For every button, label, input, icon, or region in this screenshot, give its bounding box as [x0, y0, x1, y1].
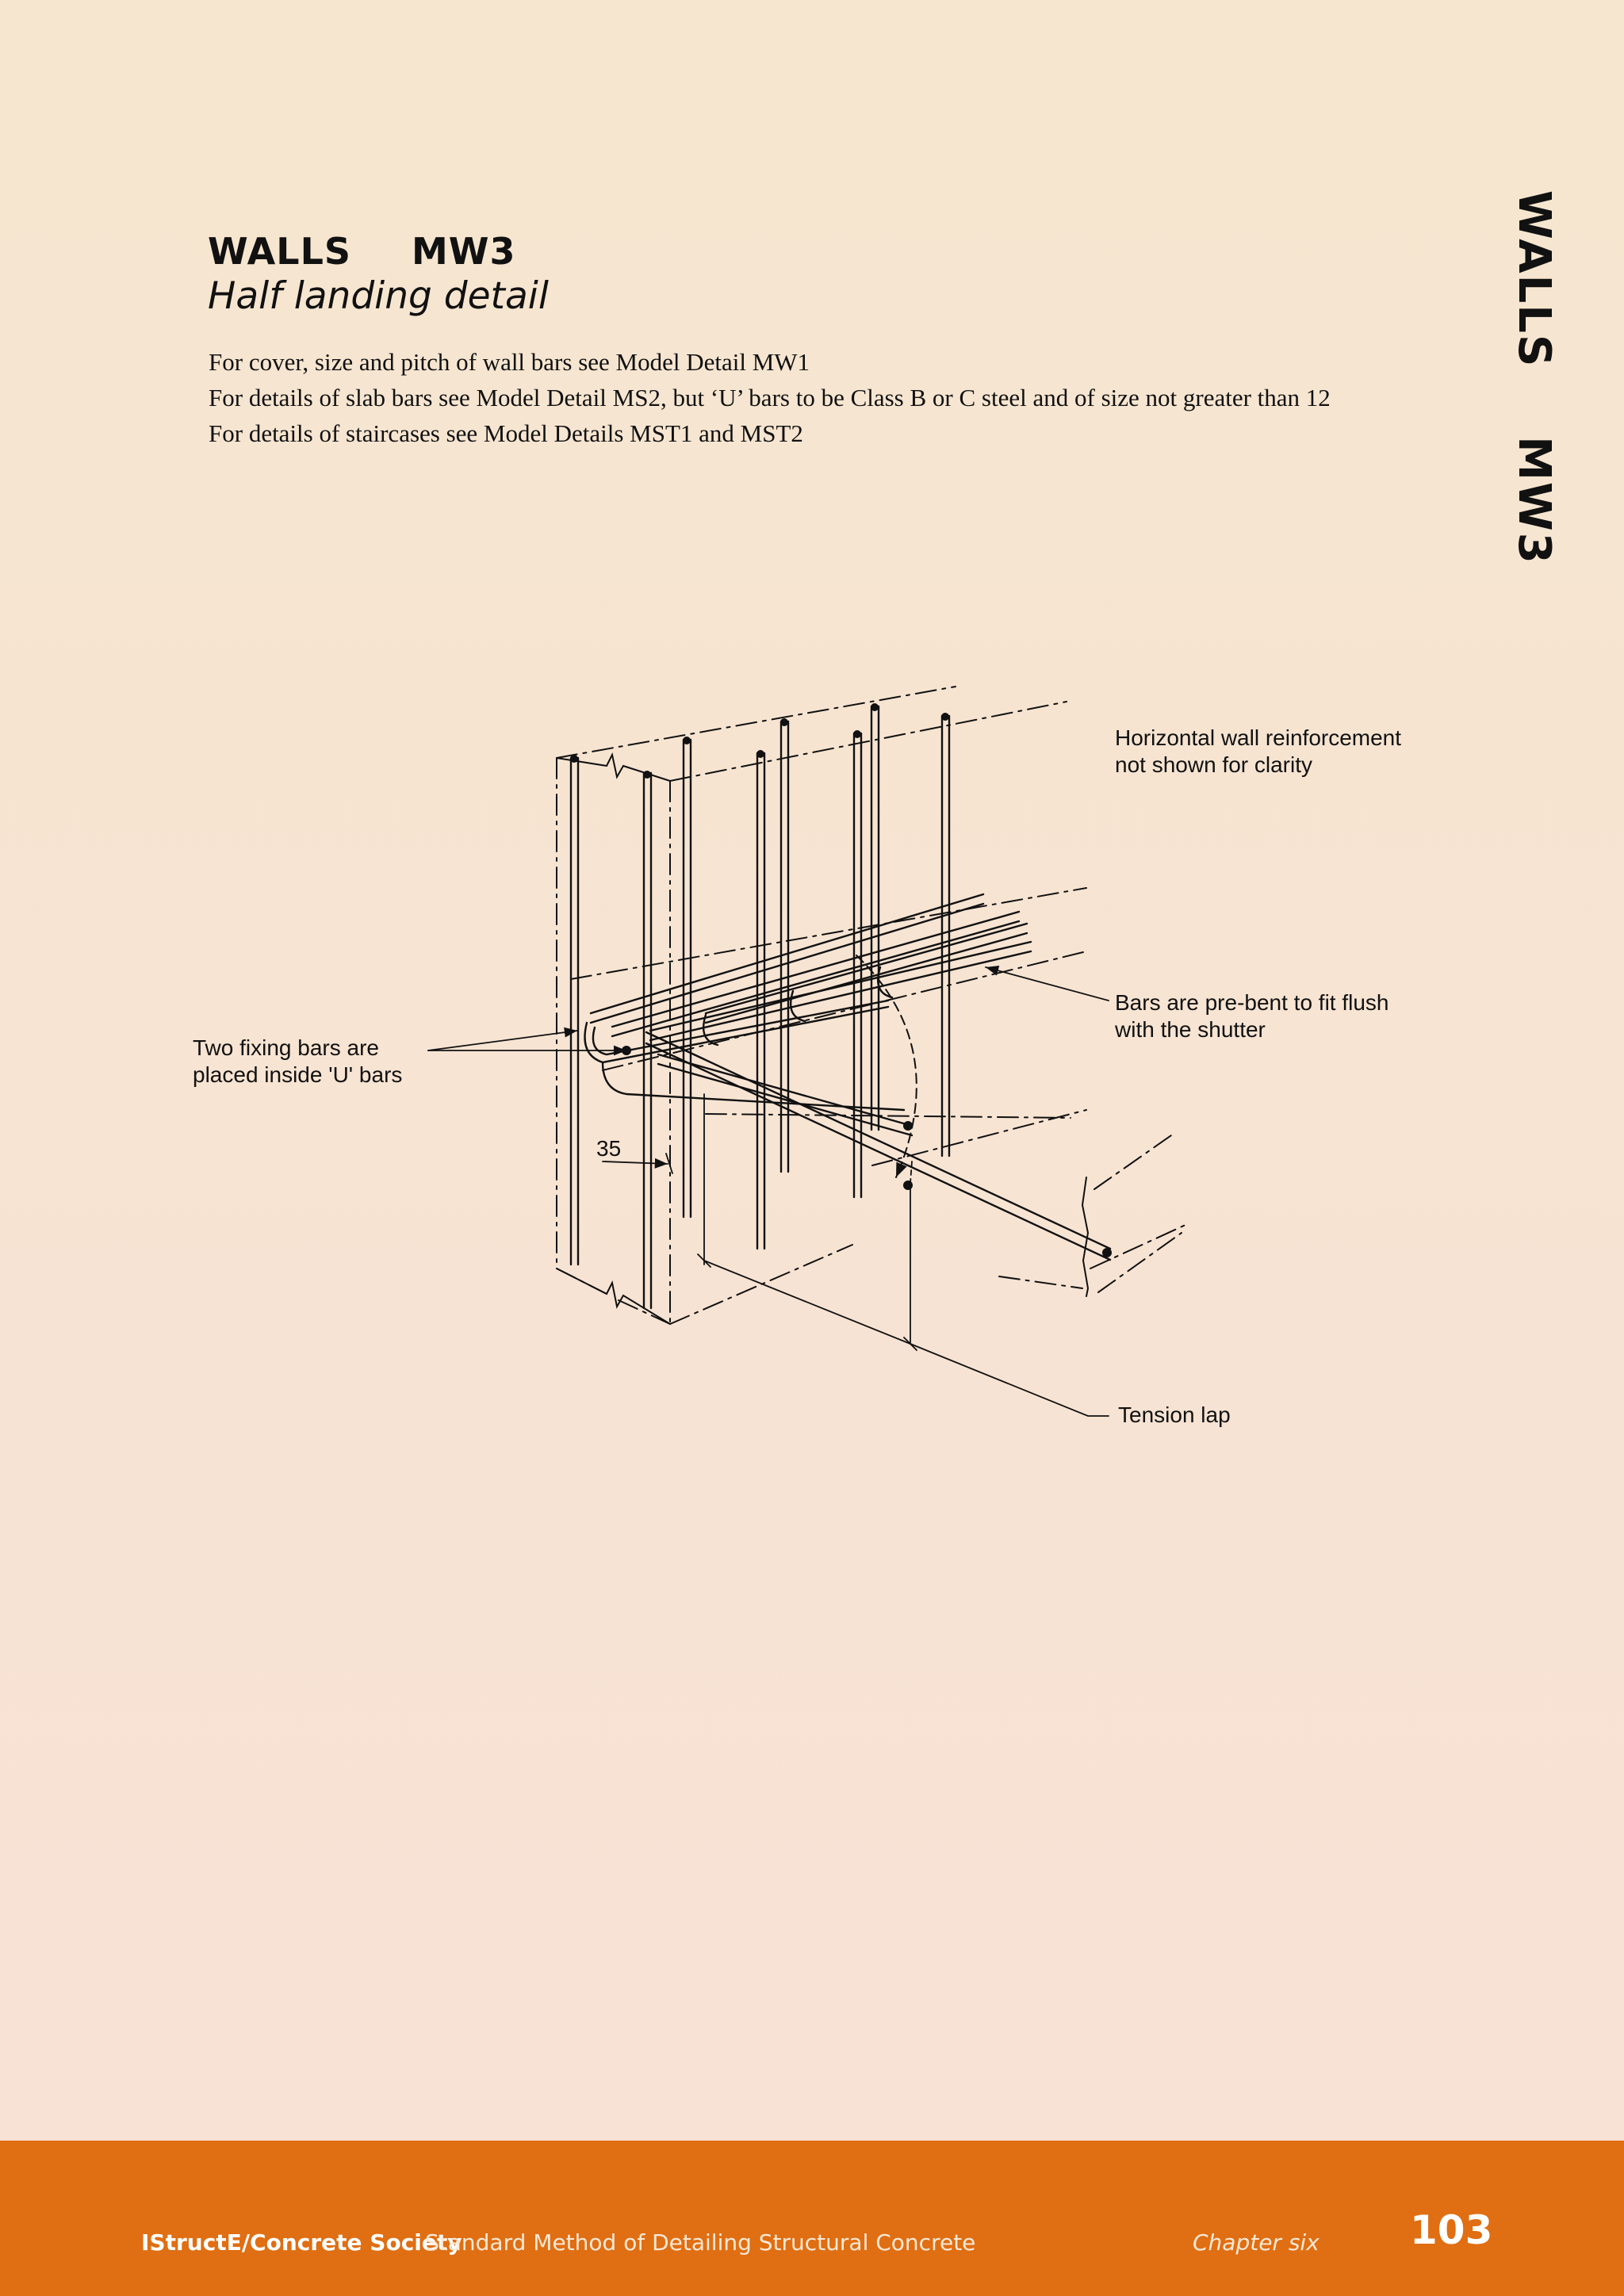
- label-horizontal-reinforcement: [1115, 725, 1401, 779]
- label-line: Bars are pre-bent to fit flush: [1115, 990, 1389, 1015]
- section-title: WALLS: [208, 230, 352, 273]
- label-fixing-bars: [193, 1035, 402, 1089]
- label-pre-bent: [1115, 989, 1389, 1043]
- dimension-lines: [603, 1094, 1109, 1416]
- side-tab-section: WALLS: [1508, 190, 1560, 369]
- leader-lines: [428, 967, 1109, 1050]
- label-line: Horizontal wall reinforcement: [1115, 725, 1402, 750]
- dimension-label: 35: [596, 1136, 622, 1161]
- note-line: For cover, size and pitch of wall bars see Model Detail MW1: [209, 348, 810, 376]
- page-number: 103: [1410, 2207, 1493, 2253]
- page-footer: [0, 2141, 1624, 2296]
- label-line: with the shutter: [1115, 1017, 1266, 1042]
- footer-publisher: IStructE/Concrete Society: [141, 2229, 462, 2256]
- note-line: For details of slab bars see Model Detail MS2, but ‘U’ bars to be Class B or C steel and of size not greater than 12: [209, 384, 1331, 411]
- footer-chapter: Chapter six: [1193, 2229, 1320, 2256]
- u-bars: [585, 894, 1111, 1260]
- label-line: Two fixing bars are: [193, 1035, 379, 1060]
- note-line: For details of staircases see Model Details MST1 and MST2: [209, 419, 803, 447]
- detail-code: MW3: [412, 230, 516, 273]
- page-subtitle: Half landing detail: [208, 274, 549, 318]
- label-tension-lap: Tension lap: [1118, 1402, 1231, 1427]
- label-line: placed inside 'U' bars: [193, 1062, 403, 1087]
- footer-book-title: Standard Method of Detailing Structural Concrete: [425, 2229, 976, 2256]
- label-line: not shown for clarity: [1115, 752, 1312, 777]
- side-tab-code: MW3: [1508, 436, 1560, 565]
